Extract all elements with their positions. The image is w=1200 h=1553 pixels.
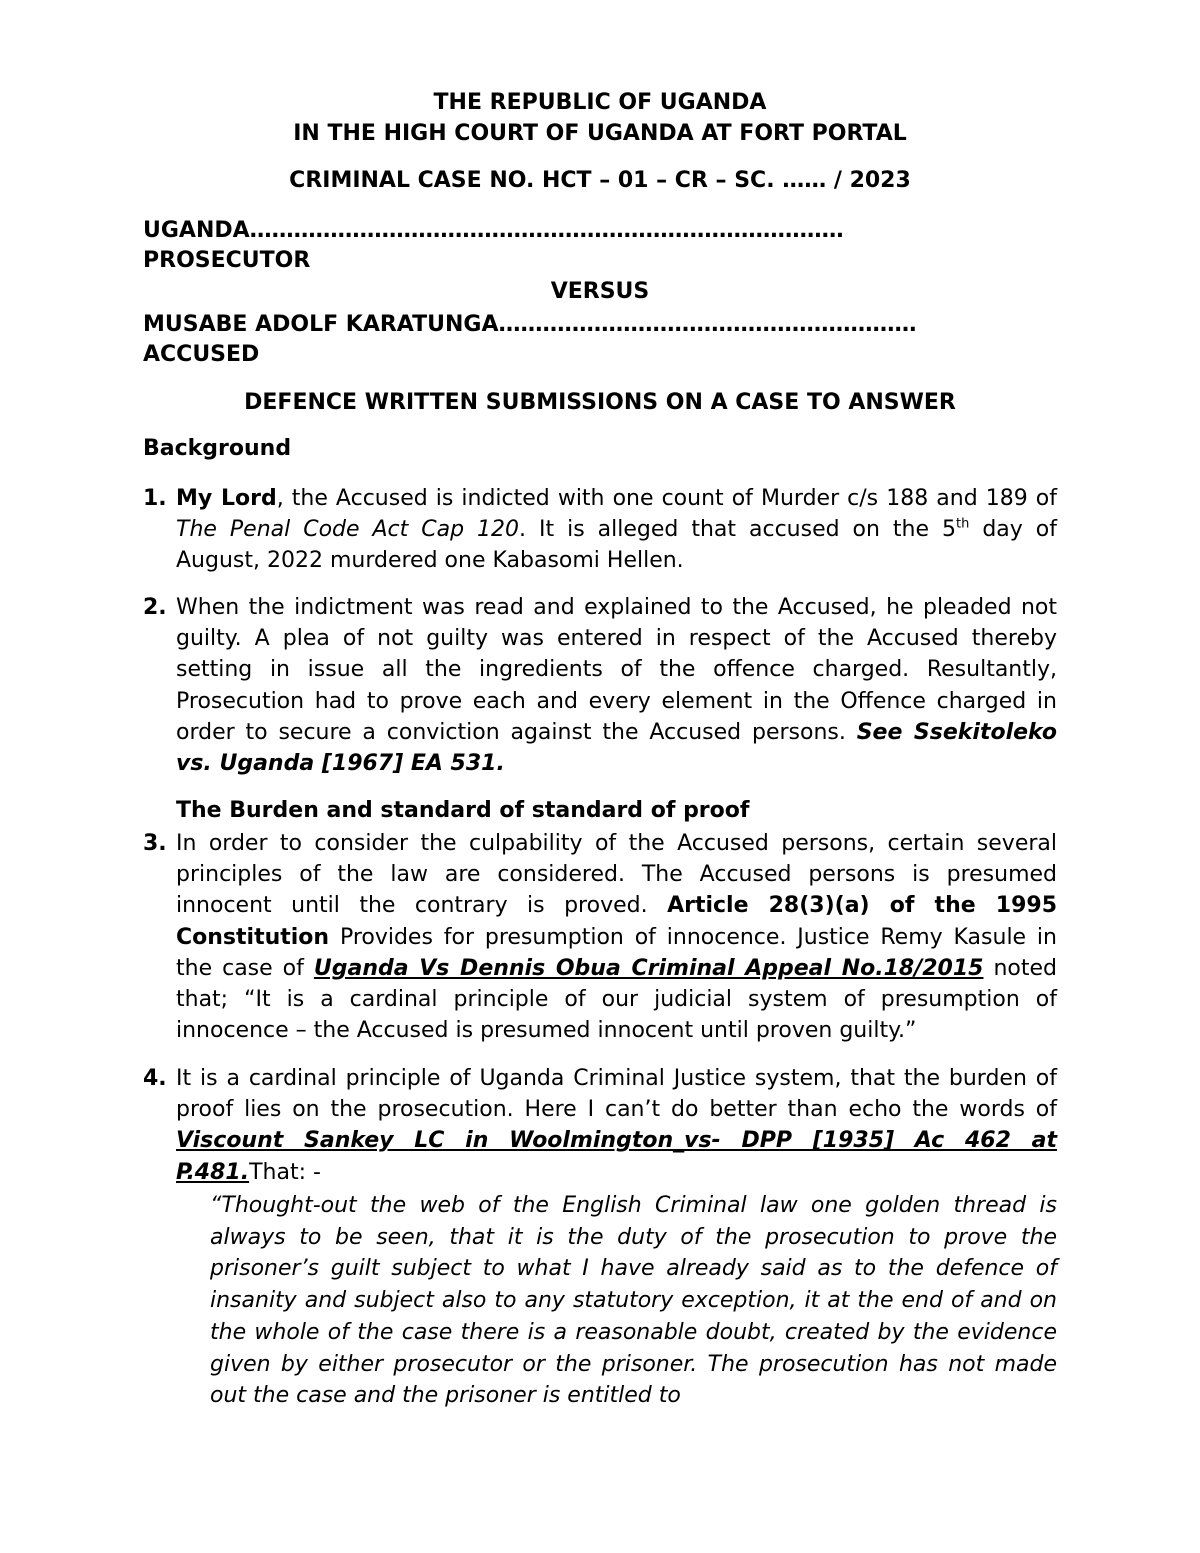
woolmington-quote: “Thought-out the web of the English Criminal law one golden thread is always to be seen, that it is the duty of the prosecution to prove the prisoner’s guilt subject to what I have already said as to the defence of insanity and subject also to any statutory exception, it at the end of and on the whole of the case there is a reasonable doubt, created by the evidence given by either prosecutor or the prisoner. The prosecution has not made out the case and the prisoner is entitled to (210, 1193, 1057, 1409)
prosecution-role: PROSECUTOR (143, 248, 311, 273)
p3-text-1: In order to consider the culpability of the Accused persons, certain several principles of the law are considered. The Accused persons is presumed innocent until the contrary is proved. (176, 831, 1057, 919)
paragraph-number-1: 1. (143, 486, 167, 511)
p1-text-1: , the Accused is indicted with one count of Murder c/s 188 and 189 of (276, 486, 1057, 511)
p3-case-citation: Uganda Vs Dennis Obua Criminal Appeal No.18/2015 (313, 955, 984, 981)
p1-statute: The Penal Code Act Cap 120 (176, 517, 520, 543)
section-heading-background: Background (143, 436, 292, 461)
p4-case-citation: Viscount Sankey LC in Woolmington_vs- DPP [1935] Ac 462 at P.481. (176, 1128, 1057, 1185)
section-heading-burden: The Burden and standard of standard of proof (176, 798, 750, 823)
p2-citation: See Ssekitoleko vs. Uganda [1967] EA 531. (176, 719, 1057, 777)
accused-role: ACCUSED (143, 342, 260, 367)
republic-heading: THE REPUBLIC OF UGANDA (433, 90, 767, 115)
paragraph-1 (176, 483, 1057, 577)
court-heading: IN THE HIGH COURT OF UGANDA AT FORT PORTAL (293, 121, 907, 146)
p4-text-1: It is a cardinal principle of Uganda Criminal Justice system, that the burden of proof lies on the prosecution. Here I can’t do better than echo the words of (176, 1066, 1057, 1123)
prosecution-name: UGANDA……………………………………………………………………… (143, 218, 844, 243)
paragraph-3 (176, 828, 1057, 1046)
p3-text-3: noted that; “It is a cardinal principle of our judicial system of presumption of innocence – the Accused is presumed innocent until proven guilty.” (176, 955, 1057, 1044)
p3-article: Article 28(3)(a) of the 1995 Constitution (176, 893, 1058, 950)
p1-text-3: day of August, 2022 murdered one Kabasomi Hellen. (176, 517, 1057, 574)
paragraph-4 (176, 1063, 1057, 1188)
document-title: DEFENCE WRITTEN SUBMISSIONS ON A CASE TO ANSWER (244, 390, 956, 415)
paragraph-number-3: 3. (143, 831, 167, 856)
p3-text-2: Provides for presumption of innocence. Justice Remy Kasule in the case of (176, 924, 1057, 981)
accused-name: MUSABE ADOLF KARATUNGA………………………………………………… (143, 312, 917, 337)
p1-superscript: th (956, 516, 970, 532)
p4-text-2: That: - (249, 1159, 321, 1185)
p1-lead: My Lord (176, 486, 277, 511)
case-number: CRIMINAL CASE NO. HCT – 01 – CR – SC. …… / 2023 (289, 168, 911, 193)
paragraph-2 (176, 592, 1057, 779)
p2-text-1: When the indictment was read and explained to the Accused, he pleaded not guilty. A plea of not guilty was entered in respect of the Accused thereby setting in issue all the ingredients of the offence charged. Resultantly, Prosecution had to prove each and every element in the Offence charged in order to secure a conviction against the Accused persons. (176, 595, 1057, 745)
paragraph-number-4: 4. (143, 1066, 167, 1091)
p1-text-2: . It is alleged that accused on the 5 (519, 517, 957, 543)
versus-label: VERSUS (550, 279, 650, 304)
paragraph-number-2: 2. (143, 595, 167, 620)
